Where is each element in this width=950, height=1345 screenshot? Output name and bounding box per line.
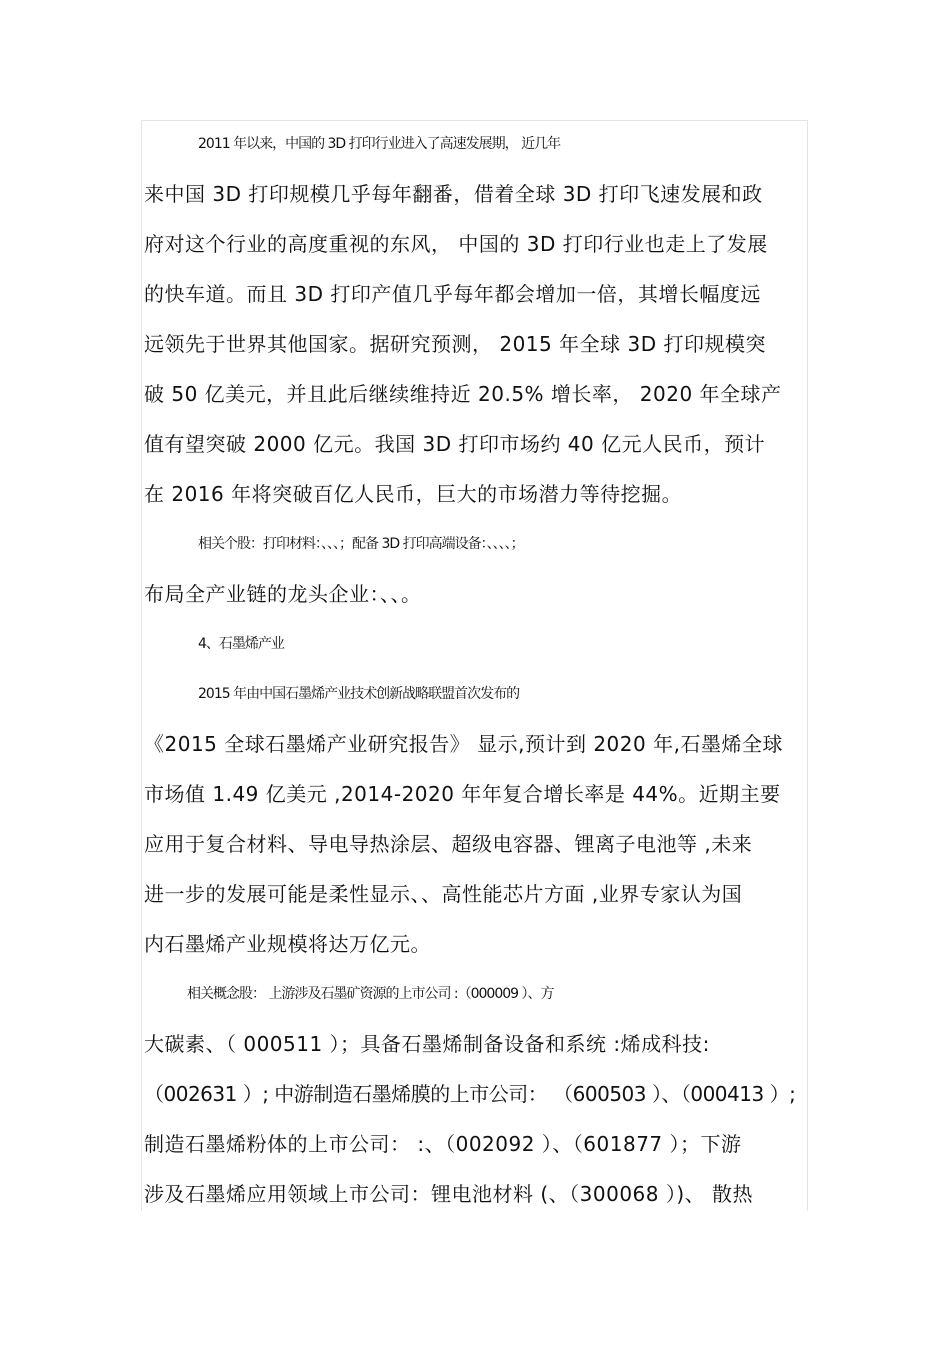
paragraph-line: 的快车道。而且 3D 打印产值几乎每年都会增加一倍，其增长幅度远: [144, 282, 761, 306]
paragraph-line: 进一步的发展可能是柔性显示、、高性能芯片方面 ,业界专家认为国: [144, 882, 743, 906]
section-heading: 4、石墨烯产业: [198, 636, 284, 652]
paragraph-line: 《2015 全球石墨烯产业研究报告》 显示,预计到 2020 年,石墨烯全球: [144, 732, 783, 756]
paragraph-line: 市场值 1.49 亿美元 ,2014-2020 年年复合增长率是 44%。近期主要: [144, 782, 781, 806]
paragraph-line: 破 50 亿美元，并且此后继续维持近 20.5% 增长率， 2020 年全球产: [144, 382, 782, 406]
concept-stocks-line: 相关概念股： 上游涉及石墨矿资源的上市公司 :（000009 ）、方: [187, 986, 554, 1002]
paragraph-line: 内石墨烯产业规模将达万亿元。: [144, 932, 431, 956]
paragraph-line: 应用于复合材料、导电导热涂层、超级电容器、锂离子电池等 ,未来: [144, 832, 753, 856]
paragraph-line: 值有望突破 2000 亿元。我国 3D 打印市场约 40 亿元人民币，预计: [144, 432, 766, 456]
paragraph-line: 府对这个行业的高度重视的东风， 中国的 3D 打印行业也走上了发展: [144, 232, 768, 256]
paragraph-line: 2015 年由中国石墨烯产业技术创新战略联盟首次发布的: [198, 686, 520, 702]
paragraph-line: 2011 年以来，中国的 3D 打印行业进入了高速发展期， 近几年: [198, 136, 561, 152]
paragraph-line: 远领先于世界其他国家。据研究预测， 2015 年全球 3D 打印规模突: [144, 332, 766, 356]
concept-stocks-line: （002631 ）; 中游制造石墨烯膜的上市公司： （600503 ）、（000413 ）;: [144, 1082, 796, 1106]
paragraph-line: 在 2016 年将突破百亿人民币，巨大的市场潜力等待挖掘。: [144, 482, 683, 506]
related-stocks-line: 布局全产业链的龙头企业：、、。: [144, 582, 422, 606]
related-stocks-line: 相关个股：打印材料：、、、；配备 3D 打印高端设备：、、、、；: [198, 536, 524, 552]
concept-stocks-line: 制造石墨烯粉体的上市公司： :、（002092 ）、（601877 ）；下游: [144, 1132, 742, 1156]
paragraph-line: 来中国 3D 打印规模几乎每年翻番，借着全球 3D 打印飞速发展和政: [144, 182, 763, 206]
concept-stocks-line: 涉及石墨烯应用领域上市公司：锂电池材料 (、（300068 ）)、 散热: [144, 1182, 754, 1206]
concept-stocks-line: 大碳素、（ 000511 ）；具备石墨烯制备设备和系统 :烯成科技:: [144, 1032, 710, 1056]
